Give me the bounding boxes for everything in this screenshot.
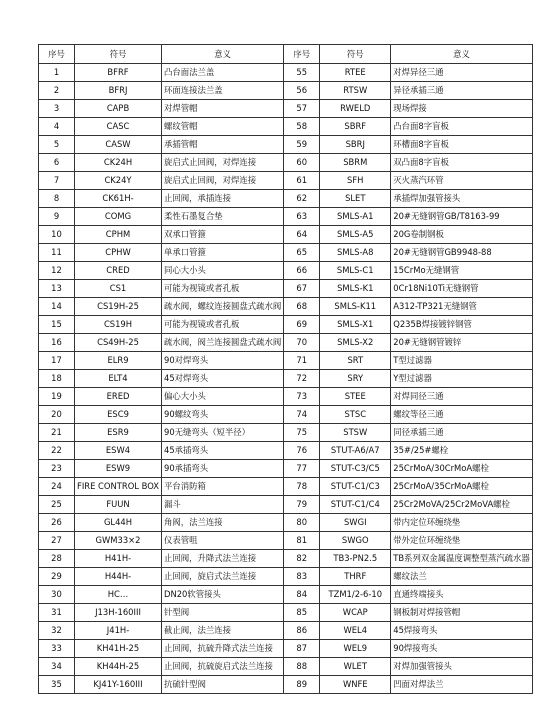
cell-index: 19 xyxy=(39,388,75,406)
cell-symbol: CPHW xyxy=(75,244,162,262)
cell-meaning: 90无缝弯头（短半径） xyxy=(162,424,284,442)
cell-index-2: 55 xyxy=(284,64,320,82)
cell-meaning-2: 20#无缝钢管GB/T8163-99 xyxy=(391,208,533,226)
table-row xyxy=(39,64,533,82)
cell-meaning-2: 20G卷制钢板 xyxy=(391,226,533,244)
cell-index: 11 xyxy=(39,244,75,262)
spreadsheet xyxy=(38,44,533,694)
cell-symbol-2: SMLS-C1 xyxy=(320,262,391,280)
cell-meaning-2: Q235B焊接镀锌钢管 xyxy=(391,316,533,334)
table-row xyxy=(39,154,533,172)
cell-symbol: J41H- xyxy=(75,622,162,640)
cell-index: 35 xyxy=(39,676,75,694)
table-header-row xyxy=(39,45,533,64)
cell-meaning: 止回阀，承插连接 xyxy=(162,190,284,208)
cell-index: 22 xyxy=(39,442,75,460)
table-row xyxy=(39,640,533,658)
cell-meaning-2: 对焊异径三通 xyxy=(391,64,533,82)
cell-meaning: 45承插弯头 xyxy=(162,442,284,460)
cell-index: 27 xyxy=(39,532,75,550)
cell-meaning-2: 凹面对焊法兰 xyxy=(391,676,533,694)
cell-meaning: 45对焊弯头 xyxy=(162,370,284,388)
cell-index: 9 xyxy=(39,208,75,226)
symbol-table xyxy=(38,44,533,694)
cell-symbol-2: SBRM xyxy=(320,154,391,172)
table-row xyxy=(39,316,533,334)
cell-symbol-2: STSW xyxy=(320,424,391,442)
table-row xyxy=(39,568,533,586)
cell-index-2: 65 xyxy=(284,244,320,262)
cell-symbol: ELT4 xyxy=(75,370,162,388)
table-row xyxy=(39,244,533,262)
cell-symbol-2: STEE xyxy=(320,388,391,406)
cell-meaning-2: TB系列双金属温度调整型蒸汽疏水器 xyxy=(391,550,533,568)
header-meaning-2: 意义 xyxy=(391,45,533,64)
cell-symbol-2: SBRF xyxy=(320,118,391,136)
cell-meaning-2: 20#无缝钢管镀锌 xyxy=(391,334,533,352)
header-index-2: 序号 xyxy=(284,45,320,64)
table-row xyxy=(39,208,533,226)
table-row xyxy=(39,424,533,442)
cell-meaning: 角阀，法兰连接 xyxy=(162,514,284,532)
cell-symbol: GWM33×2 xyxy=(75,532,162,550)
table-row xyxy=(39,406,533,424)
cell-meaning: 止回阀，升降式法兰连接 xyxy=(162,550,284,568)
cell-symbol: CS49H-25 xyxy=(75,334,162,352)
cell-meaning-2: 对焊同径三通 xyxy=(391,388,533,406)
header-symbol-2: 符号 xyxy=(320,45,391,64)
cell-symbol-2: WEL9 xyxy=(320,640,391,658)
cell-meaning: 旋启式止回阀，对焊连接 xyxy=(162,154,284,172)
cell-meaning: 同心大小头 xyxy=(162,262,284,280)
cell-symbol: CS19H-25 xyxy=(75,298,162,316)
table-row xyxy=(39,460,533,478)
cell-meaning-2: 带内定位环缠绕垫 xyxy=(391,514,533,532)
cell-meaning-2: 双凸面8字盲板 xyxy=(391,154,533,172)
cell-index-2: 82 xyxy=(284,550,320,568)
cell-index: 20 xyxy=(39,406,75,424)
cell-meaning: 90承插弯头 xyxy=(162,460,284,478)
cell-symbol-2: SMLS-K1 xyxy=(320,280,391,298)
cell-index-2: 75 xyxy=(284,424,320,442)
cell-symbol: BFRF xyxy=(75,64,162,82)
cell-meaning-2: 现场焊接 xyxy=(391,100,533,118)
cell-symbol: HC… xyxy=(75,586,162,604)
cell-symbol: CS1 xyxy=(75,280,162,298)
cell-symbol: CK24Y xyxy=(75,172,162,190)
cell-index-2: 66 xyxy=(284,262,320,280)
cell-index-2: 86 xyxy=(284,622,320,640)
cell-meaning-2: 直通终端接头 xyxy=(391,586,533,604)
cell-symbol-2: TZM1/2-6-10 xyxy=(320,586,391,604)
cell-meaning: 抗硫针型阀 xyxy=(162,676,284,694)
cell-meaning-2: 异径承插三通 xyxy=(391,82,533,100)
cell-symbol: KH41H-25 xyxy=(75,640,162,658)
table-row xyxy=(39,478,533,496)
cell-symbol-2: SMLS-X1 xyxy=(320,316,391,334)
cell-index: 29 xyxy=(39,568,75,586)
cell-index: 31 xyxy=(39,604,75,622)
table-row xyxy=(39,226,533,244)
cell-symbol-2: STUT-C1/C3 xyxy=(320,478,391,496)
table-row xyxy=(39,496,533,514)
cell-meaning-2: 带外定位环缠绕垫 xyxy=(391,532,533,550)
table-row xyxy=(39,622,533,640)
cell-symbol: CASW xyxy=(75,136,162,154)
cell-index-2: 67 xyxy=(284,280,320,298)
cell-symbol: H44H- xyxy=(75,568,162,586)
table-row xyxy=(39,352,533,370)
cell-meaning-2: 灭火蒸汽环管 xyxy=(391,172,533,190)
cell-meaning: 螺纹管帽 xyxy=(162,118,284,136)
cell-meaning: DN20软管接头 xyxy=(162,586,284,604)
cell-symbol: KJ41Y-160III xyxy=(75,676,162,694)
cell-index-2: 88 xyxy=(284,658,320,676)
table-row xyxy=(39,136,533,154)
cell-index-2: 89 xyxy=(284,676,320,694)
cell-index-2: 62 xyxy=(284,190,320,208)
cell-meaning: 仪表管咀 xyxy=(162,532,284,550)
cell-index: 24 xyxy=(39,478,75,496)
table-row xyxy=(39,532,533,550)
cell-symbol-2: SFH xyxy=(320,172,391,190)
cell-index-2: 87 xyxy=(284,640,320,658)
cell-symbol-2: SWGI xyxy=(320,514,391,532)
table-row xyxy=(39,586,533,604)
cell-index-2: 81 xyxy=(284,532,320,550)
cell-meaning: 承插管帽 xyxy=(162,136,284,154)
cell-symbol: CK24H xyxy=(75,154,162,172)
cell-meaning-2: 45焊接弯头 xyxy=(391,622,533,640)
cell-index-2: 85 xyxy=(284,604,320,622)
cell-index-2: 72 xyxy=(284,370,320,388)
cell-index: 2 xyxy=(39,82,75,100)
table-row xyxy=(39,604,533,622)
cell-symbol-2: SRT xyxy=(320,352,391,370)
header-meaning: 意义 xyxy=(162,45,284,64)
cell-symbol: KH44H-25 xyxy=(75,658,162,676)
cell-meaning: 90对焊弯头 xyxy=(162,352,284,370)
cell-meaning: 旋启式止回阀，对焊连接 xyxy=(162,172,284,190)
cell-meaning: 环面连接法兰盖 xyxy=(162,82,284,100)
cell-index-2: 56 xyxy=(284,82,320,100)
cell-symbol: ELR9 xyxy=(75,352,162,370)
table-row xyxy=(39,514,533,532)
cell-meaning: 止回阀，抗硫旋启式法兰连接 xyxy=(162,658,284,676)
cell-meaning: 柔性石墨复合垫 xyxy=(162,208,284,226)
cell-index: 14 xyxy=(39,298,75,316)
cell-meaning-2: 螺纹等径三通 xyxy=(391,406,533,424)
cell-symbol: ESC9 xyxy=(75,406,162,424)
cell-symbol: ERED xyxy=(75,388,162,406)
cell-index: 4 xyxy=(39,118,75,136)
cell-index: 8 xyxy=(39,190,75,208)
cell-index-2: 58 xyxy=(284,118,320,136)
cell-symbol-2: WNFE xyxy=(320,676,391,694)
cell-index: 5 xyxy=(39,136,75,154)
cell-symbol: H41H- xyxy=(75,550,162,568)
cell-index: 34 xyxy=(39,658,75,676)
cell-meaning: 对焊管帽 xyxy=(162,100,284,118)
cell-index-2: 74 xyxy=(284,406,320,424)
cell-meaning: 疏水阀，阀兰连接圆盘式疏水阀 xyxy=(162,334,284,352)
cell-symbol-2: SRY xyxy=(320,370,391,388)
table-row xyxy=(39,388,533,406)
cell-index: 1 xyxy=(39,64,75,82)
cell-meaning-2: 90焊接弯头 xyxy=(391,640,533,658)
cell-symbol: FIRE CONTROL BOX xyxy=(75,478,162,496)
cell-meaning: 可能为视镜或者孔板 xyxy=(162,316,284,334)
cell-symbol-2: SMLS-K11 xyxy=(320,298,391,316)
cell-meaning: 双承口管箍 xyxy=(162,226,284,244)
cell-meaning-2: 同径承插三通 xyxy=(391,424,533,442)
cell-meaning-2: 承插焊加强管接头 xyxy=(391,190,533,208)
cell-meaning: 止回阀，旋启式法兰连接 xyxy=(162,568,284,586)
cell-index-2: 76 xyxy=(284,442,320,460)
cell-index-2: 70 xyxy=(284,334,320,352)
cell-meaning-2: 环槽面8字盲板 xyxy=(391,136,533,154)
cell-meaning: 偏心大小头 xyxy=(162,388,284,406)
cell-symbol-2: SMLS-A5 xyxy=(320,226,391,244)
cell-meaning-2: 钢板制对焊接管帽 xyxy=(391,604,533,622)
cell-symbol-2: SBRJ xyxy=(320,136,391,154)
cell-meaning-2: 35#/25#螺栓 xyxy=(391,442,533,460)
table-row xyxy=(39,262,533,280)
header-symbol: 符号 xyxy=(75,45,162,64)
cell-index: 10 xyxy=(39,226,75,244)
cell-symbol-2: TB3-PN2.5 xyxy=(320,550,391,568)
table-row xyxy=(39,658,533,676)
cell-symbol: CRED xyxy=(75,262,162,280)
cell-symbol: CAPB xyxy=(75,100,162,118)
cell-symbol-2: SMLS-A1 xyxy=(320,208,391,226)
cell-symbol-2: SMLS-A8 xyxy=(320,244,391,262)
cell-index: 13 xyxy=(39,280,75,298)
cell-meaning-2: 25CrMoA/35CrMoA螺栓 xyxy=(391,478,533,496)
cell-symbol: ESW9 xyxy=(75,460,162,478)
cell-meaning: 90螺纹弯头 xyxy=(162,406,284,424)
cell-meaning-2: 0Cr18Ni10Ti无缝钢管 xyxy=(391,280,533,298)
cell-index-2: 61 xyxy=(284,172,320,190)
cell-index-2: 77 xyxy=(284,460,320,478)
cell-index-2: 78 xyxy=(284,478,320,496)
cell-symbol: J13H-160III xyxy=(75,604,162,622)
table-row xyxy=(39,118,533,136)
cell-symbol-2: THRF xyxy=(320,568,391,586)
cell-symbol-2: WEL4 xyxy=(320,622,391,640)
cell-symbol: FUUN xyxy=(75,496,162,514)
cell-index: 17 xyxy=(39,352,75,370)
cell-symbol-2: WLET xyxy=(320,658,391,676)
cell-index-2: 59 xyxy=(284,136,320,154)
cell-symbol-2: SLET xyxy=(320,190,391,208)
cell-meaning-2: 螺纹法兰 xyxy=(391,568,533,586)
cell-index-2: 57 xyxy=(284,100,320,118)
cell-symbol-2: RWELD xyxy=(320,100,391,118)
cell-meaning-2: T型过滤器 xyxy=(391,352,533,370)
cell-meaning-2: Y型过滤器 xyxy=(391,370,533,388)
cell-symbol-2: STSC xyxy=(320,406,391,424)
cell-index-2: 84 xyxy=(284,586,320,604)
cell-symbol: GL44H xyxy=(75,514,162,532)
cell-symbol: COMG xyxy=(75,208,162,226)
cell-symbol: ESR9 xyxy=(75,424,162,442)
cell-symbol-2: STUT-C1/C4 xyxy=(320,496,391,514)
cell-index-2: 64 xyxy=(284,226,320,244)
cell-meaning: 针型阀 xyxy=(162,604,284,622)
cell-meaning: 止回阀，抗硫升降式法兰连接 xyxy=(162,640,284,658)
cell-index-2: 68 xyxy=(284,298,320,316)
cell-symbol: CASC xyxy=(75,118,162,136)
table-row xyxy=(39,100,533,118)
cell-meaning: 平台消防箱 xyxy=(162,478,284,496)
cell-meaning-2: 凸台面8字盲板 xyxy=(391,118,533,136)
cell-index: 16 xyxy=(39,334,75,352)
cell-index: 15 xyxy=(39,316,75,334)
cell-index: 30 xyxy=(39,586,75,604)
cell-index: 7 xyxy=(39,172,75,190)
table-row xyxy=(39,298,533,316)
cell-symbol-2: RTSW xyxy=(320,82,391,100)
cell-meaning: 疏水阀，螺纹连接圆盘式疏水阀 xyxy=(162,298,284,316)
cell-symbol-2: SWGO xyxy=(320,532,391,550)
table-row xyxy=(39,550,533,568)
cell-meaning-2: A312-TP321无缝钢管 xyxy=(391,298,533,316)
cell-symbol: CS19H xyxy=(75,316,162,334)
cell-meaning-2: 25CrMoA/30CrMoA螺栓 xyxy=(391,460,533,478)
cell-index: 28 xyxy=(39,550,75,568)
table-row xyxy=(39,676,533,694)
header-index: 序号 xyxy=(39,45,75,64)
cell-symbol-2: SMLS-X2 xyxy=(320,334,391,352)
cell-index: 6 xyxy=(39,154,75,172)
cell-index-2: 71 xyxy=(284,352,320,370)
table-row xyxy=(39,190,533,208)
cell-meaning-2: 25Cr2MoVA/25Cr2MoVA螺栓 xyxy=(391,496,533,514)
cell-symbol: BFRJ xyxy=(75,82,162,100)
cell-index: 12 xyxy=(39,262,75,280)
cell-index: 25 xyxy=(39,496,75,514)
cell-index: 32 xyxy=(39,622,75,640)
table-row xyxy=(39,442,533,460)
cell-symbol-2: STUT-A6/A7 xyxy=(320,442,391,460)
cell-index-2: 79 xyxy=(284,496,320,514)
cell-index-2: 80 xyxy=(284,514,320,532)
cell-index: 21 xyxy=(39,424,75,442)
cell-index-2: 73 xyxy=(284,388,320,406)
cell-meaning-2: 20#无缝钢管GB9948-88 xyxy=(391,244,533,262)
cell-meaning: 漏斗 xyxy=(162,496,284,514)
table-row xyxy=(39,82,533,100)
table-row xyxy=(39,370,533,388)
table-row xyxy=(39,334,533,352)
cell-symbol-2: WCAP xyxy=(320,604,391,622)
cell-meaning-2: 15CrMo无缝钢管 xyxy=(391,262,533,280)
cell-index: 18 xyxy=(39,370,75,388)
cell-index-2: 69 xyxy=(284,316,320,334)
table-row xyxy=(39,280,533,298)
cell-meaning: 截止阀，法兰连接 xyxy=(162,622,284,640)
cell-symbol: CPHM xyxy=(75,226,162,244)
cell-index-2: 83 xyxy=(284,568,320,586)
cell-meaning: 单承口管箍 xyxy=(162,244,284,262)
table-row xyxy=(39,172,533,190)
cell-symbol-2: RTEE xyxy=(320,64,391,82)
cell-meaning: 可能为视镜或者孔板 xyxy=(162,280,284,298)
cell-index-2: 63 xyxy=(284,208,320,226)
cell-meaning: 凸台面法兰盖 xyxy=(162,64,284,82)
cell-meaning-2: 对焊加强管接头 xyxy=(391,658,533,676)
cell-symbol: CK61H- xyxy=(75,190,162,208)
cell-index: 23 xyxy=(39,460,75,478)
cell-index: 3 xyxy=(39,100,75,118)
cell-symbol-2: STUT-C3/C5 xyxy=(320,460,391,478)
cell-symbol: ESW4 xyxy=(75,442,162,460)
cell-index: 26 xyxy=(39,514,75,532)
cell-index: 33 xyxy=(39,640,75,658)
cell-index-2: 60 xyxy=(284,154,320,172)
table-body xyxy=(39,64,533,694)
